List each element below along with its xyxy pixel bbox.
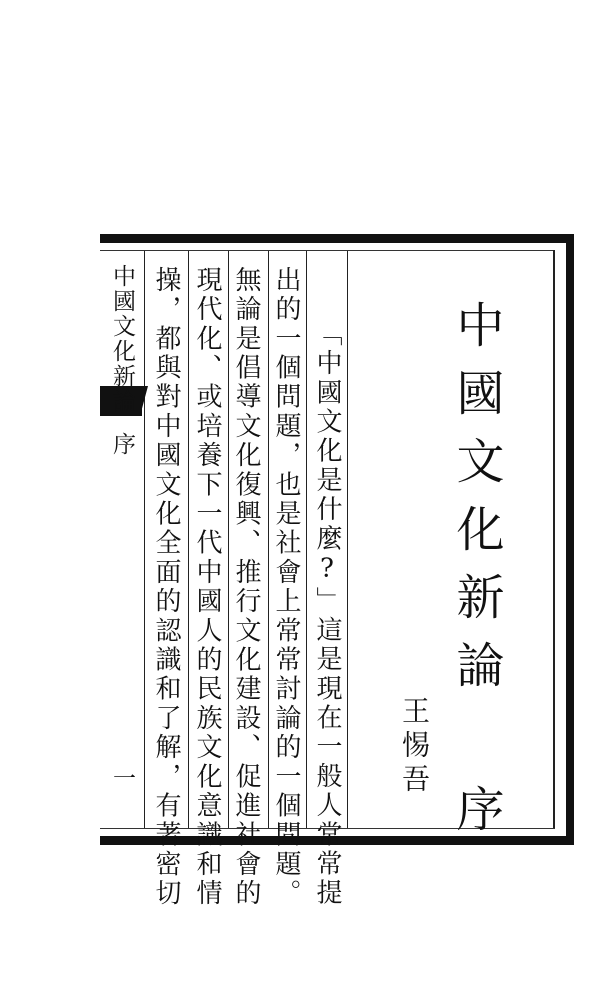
column-rule <box>188 251 189 828</box>
margin-book-title: 中國文化新論 <box>109 264 135 414</box>
fishtail-wedge <box>140 386 148 416</box>
body-column-4: 現代化、或培養下一代中國人的民族文化意識和情 <box>192 266 222 909</box>
column-rule <box>268 251 269 828</box>
frame-top-border <box>100 234 574 243</box>
column-rule <box>347 251 348 828</box>
body-column-3: 無論是倡導文化復興、推行文化建設、促進社會的 <box>231 266 261 909</box>
frame-inner-right-rule <box>553 250 555 828</box>
body-column-5: 操，都與對中國文化全面的認識和了解，有著密切 <box>151 266 181 909</box>
frame-inner-top-rule <box>100 250 555 251</box>
author-name: 王惕吾 <box>398 696 431 798</box>
column-rule <box>144 251 145 828</box>
body-column-2: 出的一個問題，也是社會上常常討論的一個問題。 <box>271 266 301 909</box>
page-number: 一 <box>109 766 135 791</box>
chapter-title: 中國文化新論 序 <box>448 300 504 852</box>
margin-section-label: 序 <box>109 432 135 457</box>
frame-right-border <box>566 234 574 845</box>
column-rule <box>306 251 307 828</box>
body-column-1: 「中國文化是什麼?」這是現在一般人常常提 <box>312 320 342 908</box>
column-rule <box>228 251 229 828</box>
